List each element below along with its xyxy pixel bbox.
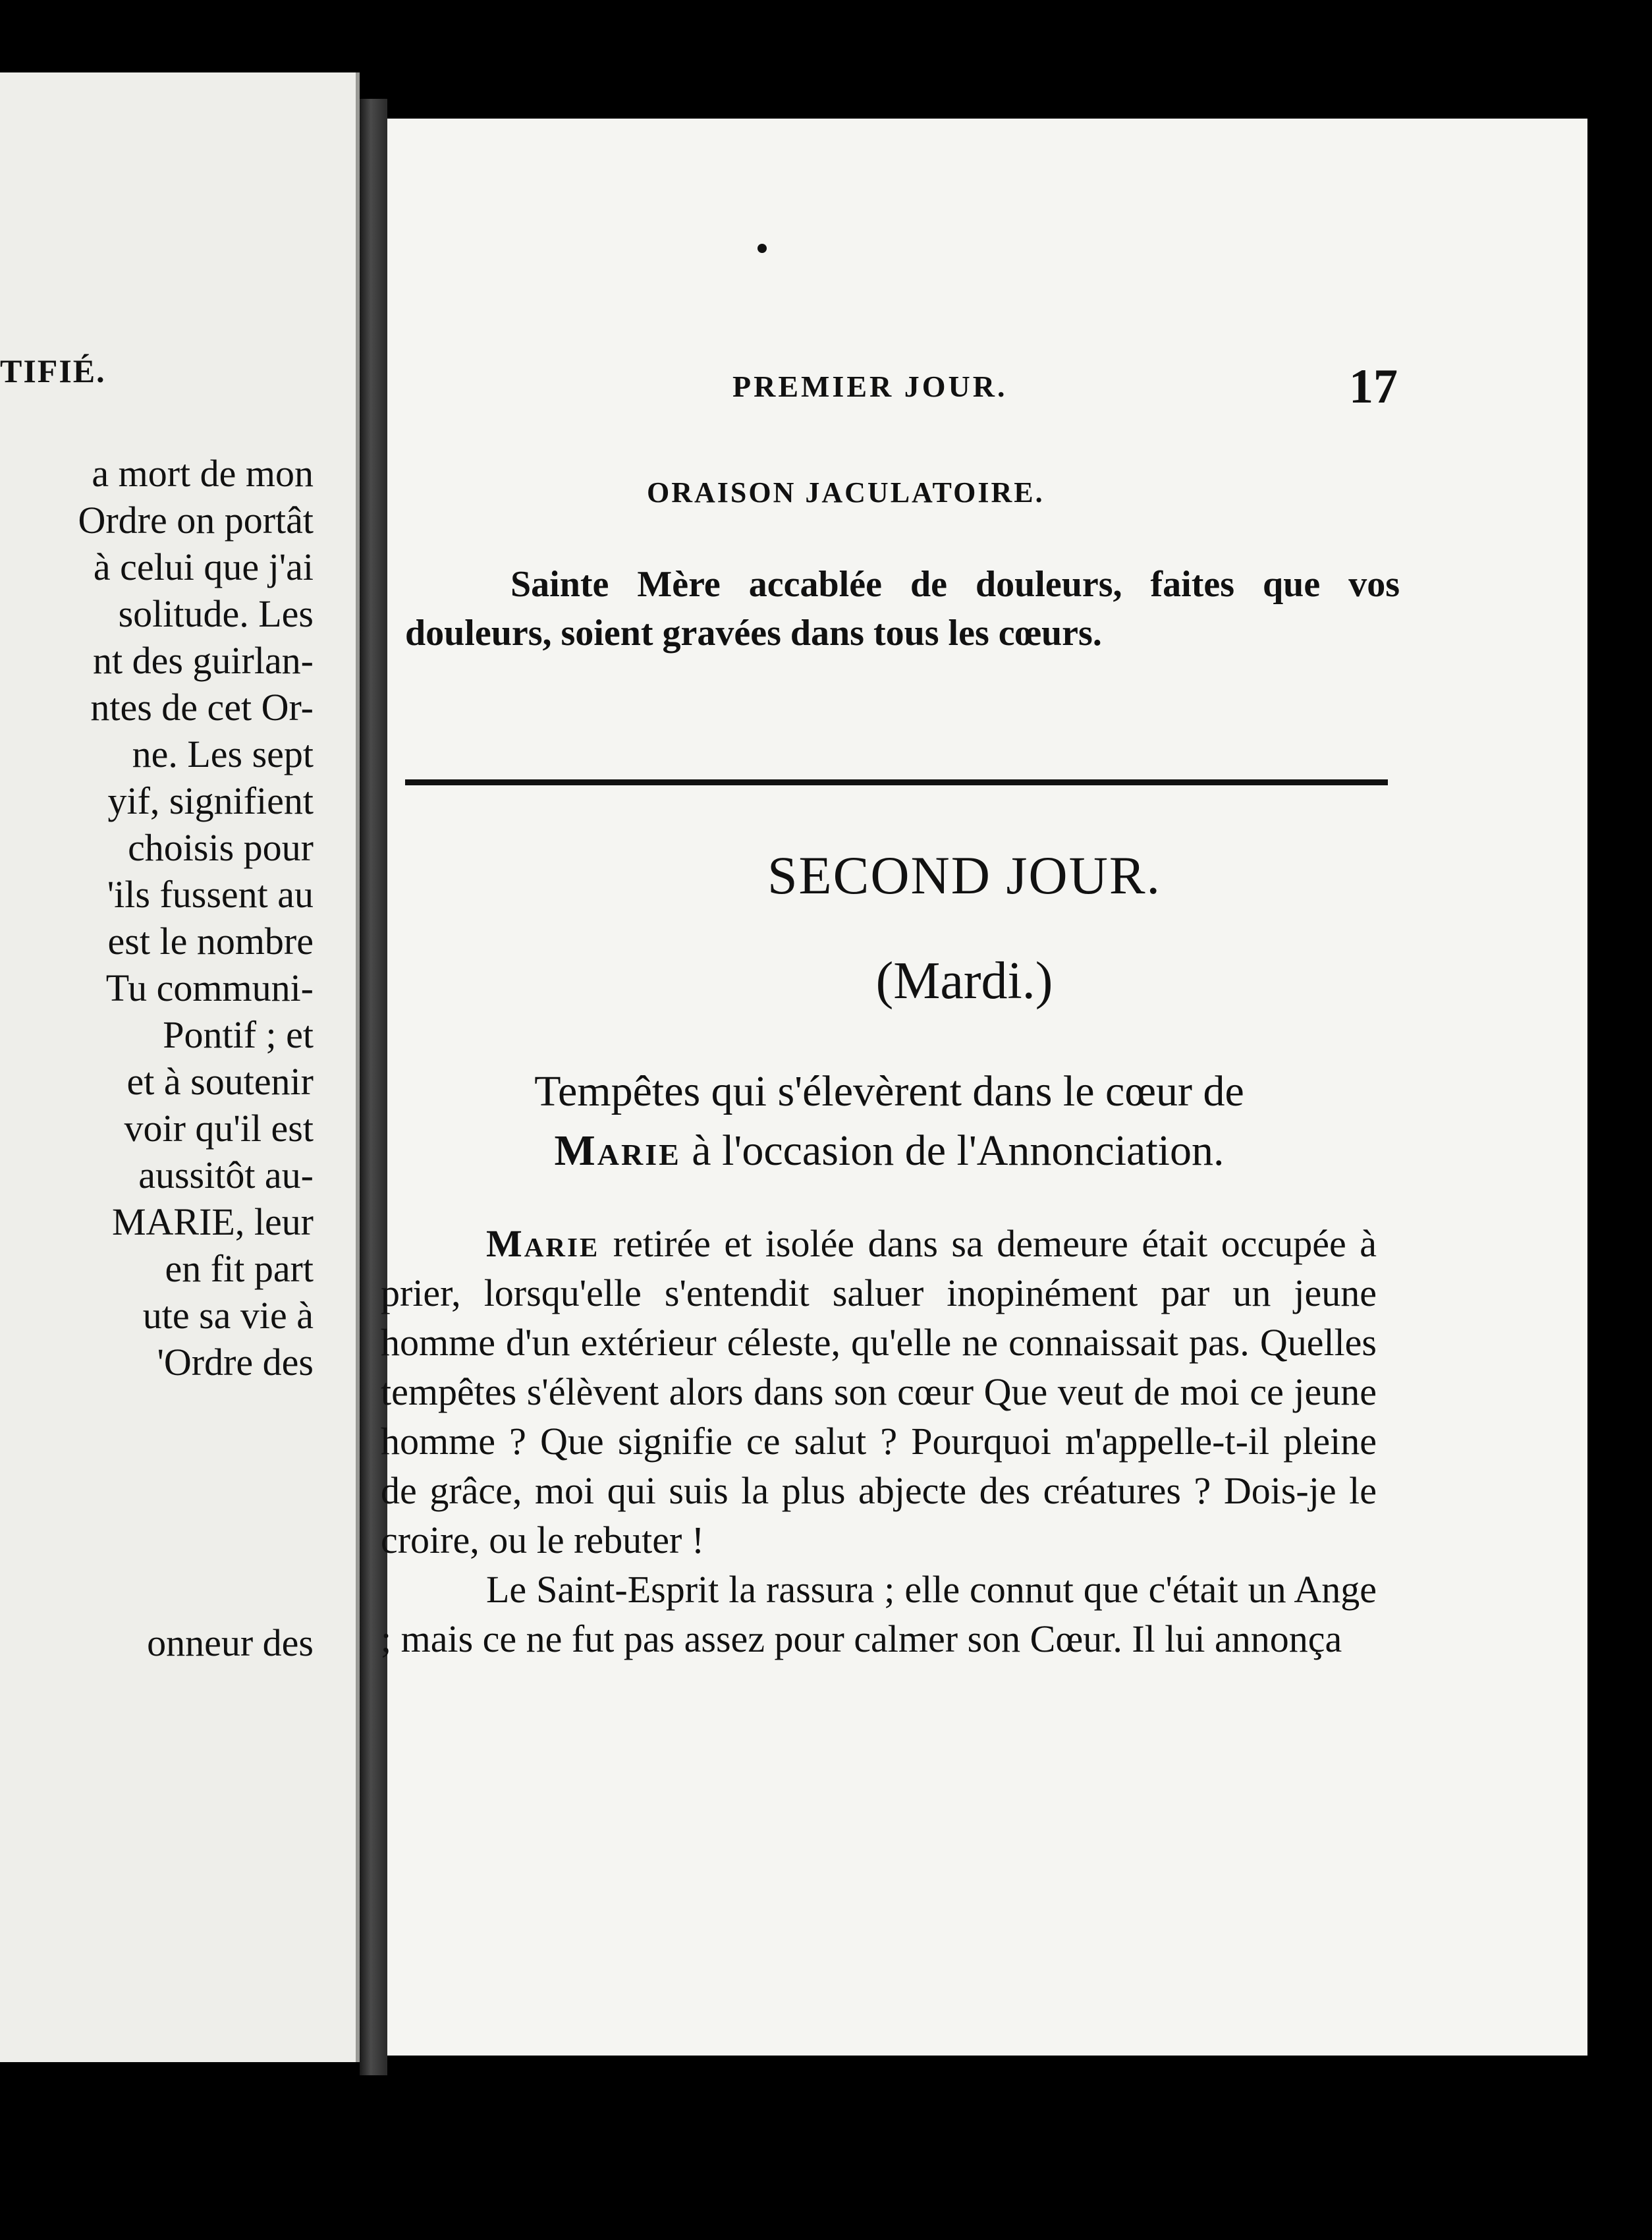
left-page-line: solitude. Les bbox=[118, 592, 314, 635]
paragraph-2: Le Saint-Esprit la rassura ; elle connut que c'était un Ange ; mais ce ne fut pas assez pour calmer son Cœur. Il lui annonça bbox=[381, 1568, 1377, 1660]
paragraph-1 bbox=[381, 1219, 1377, 1565]
left-page bbox=[0, 72, 360, 2062]
running-head: PREMIER JOUR. bbox=[732, 370, 1008, 403]
page-number: 17 bbox=[1349, 360, 1398, 414]
subtitle-marie: Marie bbox=[554, 1127, 681, 1175]
left-page-line: a mort de mon bbox=[92, 452, 314, 495]
left-page-line: MARIE, leur bbox=[111, 1200, 314, 1243]
orison-heading: ORAISON JACULATOIRE. bbox=[647, 476, 1045, 509]
left-page-line: aussitôt au- bbox=[138, 1154, 314, 1196]
left-page-line: onneur des bbox=[147, 1621, 314, 1664]
left-page-line: nt des guirlan- bbox=[92, 639, 314, 682]
paragraph-1-marie: Marie bbox=[486, 1222, 600, 1265]
left-page-line: ntes de cet Or- bbox=[90, 686, 314, 729]
day-name: (Mardi.) bbox=[875, 952, 1053, 1010]
left-page-line: ute sa vie à bbox=[142, 1294, 314, 1337]
section-divider bbox=[405, 779, 1388, 785]
body-text bbox=[381, 1219, 1377, 1664]
left-running-head: TIFIÉ. bbox=[0, 352, 106, 389]
left-page-line: 'ils fussent au bbox=[107, 873, 314, 916]
day-title: SECOND JOUR. bbox=[767, 845, 1162, 905]
paragraph-1-text: retirée et isolée dans sa demeure était occupée à prier, lorsqu'elle s'entendit saluer inopinément par un jeune homme d'un extérieur céleste, qu'elle ne connaissait pas. Quelles tempêtes s'élèvent alors dans son cœur Que veut de moi ce jeune homme ? Que signifie ce salut ? Pourquoi m'appelle-t-il pleine de grâce, moi qui suis la plus abjecte des créatures ? Dois-je le croire, ou le rebuter ! bbox=[381, 1222, 1377, 1561]
subtitle-line-2: à l'occasion de l'Annonciation. bbox=[680, 1127, 1225, 1175]
left-page-line: et à soutenir bbox=[126, 1060, 314, 1103]
left-page-line: à celui que j'ai bbox=[93, 546, 314, 588]
left-page-line: Ordre on portât bbox=[78, 499, 314, 542]
chapter-subtitle bbox=[395, 1062, 1383, 1181]
left-page-line: est le nombre bbox=[107, 920, 314, 963]
left-page-line: choisis pour bbox=[128, 826, 314, 869]
left-page-line: voir qu'il est bbox=[124, 1107, 314, 1150]
ink-speck bbox=[757, 244, 767, 253]
left-page-line: Tu communi- bbox=[105, 966, 314, 1009]
left-page-line: ne. Les sept bbox=[132, 733, 314, 775]
left-page-line: yif, signifient bbox=[107, 779, 314, 822]
subtitle-line-1: Tempêtes qui s'élevèrent dans le cœur de bbox=[534, 1067, 1244, 1115]
left-page-line: en fit part bbox=[165, 1247, 314, 1290]
left-page-line: Pontif ; et bbox=[163, 1013, 314, 1056]
orison-text: Sainte Mère accablée de douleurs, faites que vos douleurs, soient gravées dans tous les cœurs. bbox=[405, 564, 1400, 654]
book-gutter bbox=[360, 99, 387, 2075]
left-page-line: 'Ordre des bbox=[157, 1341, 314, 1384]
